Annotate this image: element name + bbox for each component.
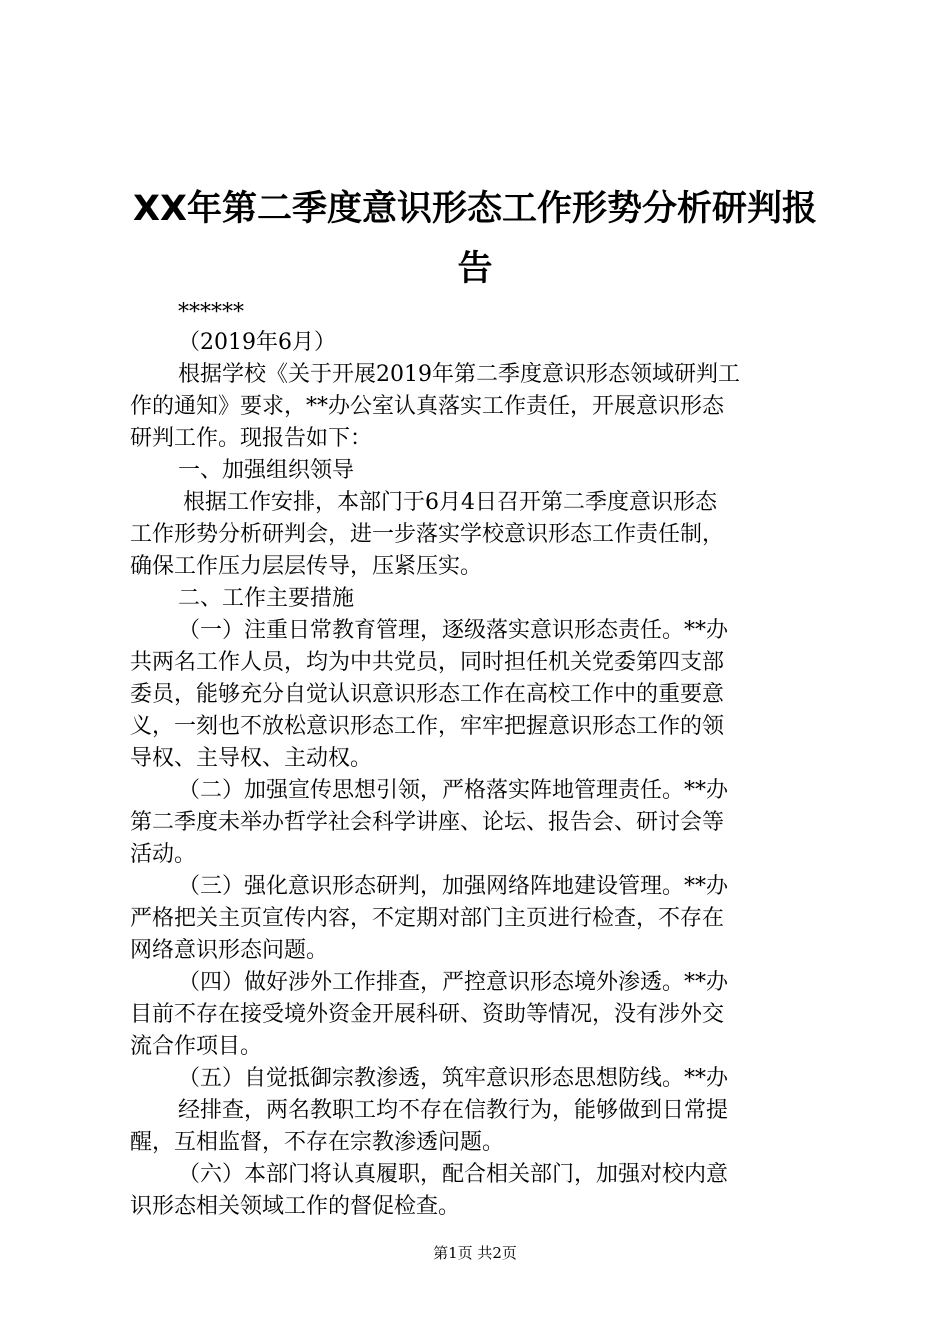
body-line: 研判工作。现报告如下： [130, 426, 373, 451]
body-line: 委员，能够充分自觉认识意识形态工作在高校工作中的重要意 [130, 682, 725, 707]
body-line: 作的通知》要求，**办公室认真落实工作责任，开展意识形态 [130, 394, 725, 419]
date-line: （2019年6月） [178, 330, 336, 355]
body-line: 网络意识形态问题。 [130, 938, 329, 963]
body-line: 义，一刻也不放松意识形态工作，牢牢把握意识形态工作的领 [130, 714, 725, 739]
document-title-line-2: 告 [457, 249, 493, 289]
body-line: （三）强化意识形态研判，加强网络阵地建设管理。**办 [178, 874, 729, 899]
body-line: （六）本部门将认真履职，配合相关部门，加强对校内意 [178, 1162, 729, 1187]
body-line: 识形态相关领域工作的督促检查。 [130, 1194, 461, 1219]
document-title-line-1: XX年第二季度意识形态工作形势分析研判报 [133, 189, 817, 229]
body-line: （五）自觉抵御宗教渗透，筑牢意识形态思想防线。**办 [178, 1066, 729, 1091]
body-line: 流合作项目。 [130, 1034, 263, 1059]
section-heading: 二、工作主要措施 [178, 586, 355, 611]
body-line: 第二季度未举办哲学社会科学讲座、论坛、报告会、研讨会等 [130, 810, 725, 835]
page-footer: 第1页 共2页 [433, 1244, 517, 1262]
body-line: 经排查，两名教职工均不存在信教行为，能够做到日常提 [178, 1098, 729, 1123]
body-line: 醒，互相监督，不存在宗教渗透问题。 [130, 1130, 505, 1155]
body-line: 根据工作安排，本部门于6月4日召开第二季度意识形态 [183, 490, 717, 515]
section-heading: 一、加强组织领导 [178, 458, 355, 483]
body-line: 确保工作压力层层传导，压紧压实。 [130, 554, 483, 579]
body-line: 根据学校《关于开展2019年第二季度意识形态领域研判工 [178, 362, 740, 387]
body-line: （二）加强宣传思想引领，严格落实阵地管理责任。**办 [178, 778, 729, 803]
author-line: ****** [178, 300, 244, 325]
body-line: 导权、主导权、主动权。 [130, 746, 373, 771]
body-line: 目前不存在接受境外资金开展科研、资助等情况，没有涉外交 [130, 1002, 725, 1027]
body-line: 活动。 [130, 842, 197, 867]
body-line: 工作形势分析研判会，进一步落实学校意识形态工作责任制， [130, 522, 725, 547]
body-line: （四）做好涉外工作排查，严控意识形态境外渗透。**办 [178, 970, 729, 995]
body-line: 严格把关主页宣传内容，不定期对部门主页进行检查，不存在 [130, 906, 725, 931]
body-line: 共两名工作人员，均为中共党员，同时担任机关党委第四支部 [130, 650, 725, 675]
body-line: （一）注重日常教育管理，逐级落实意识形态责任。**办 [178, 618, 729, 643]
